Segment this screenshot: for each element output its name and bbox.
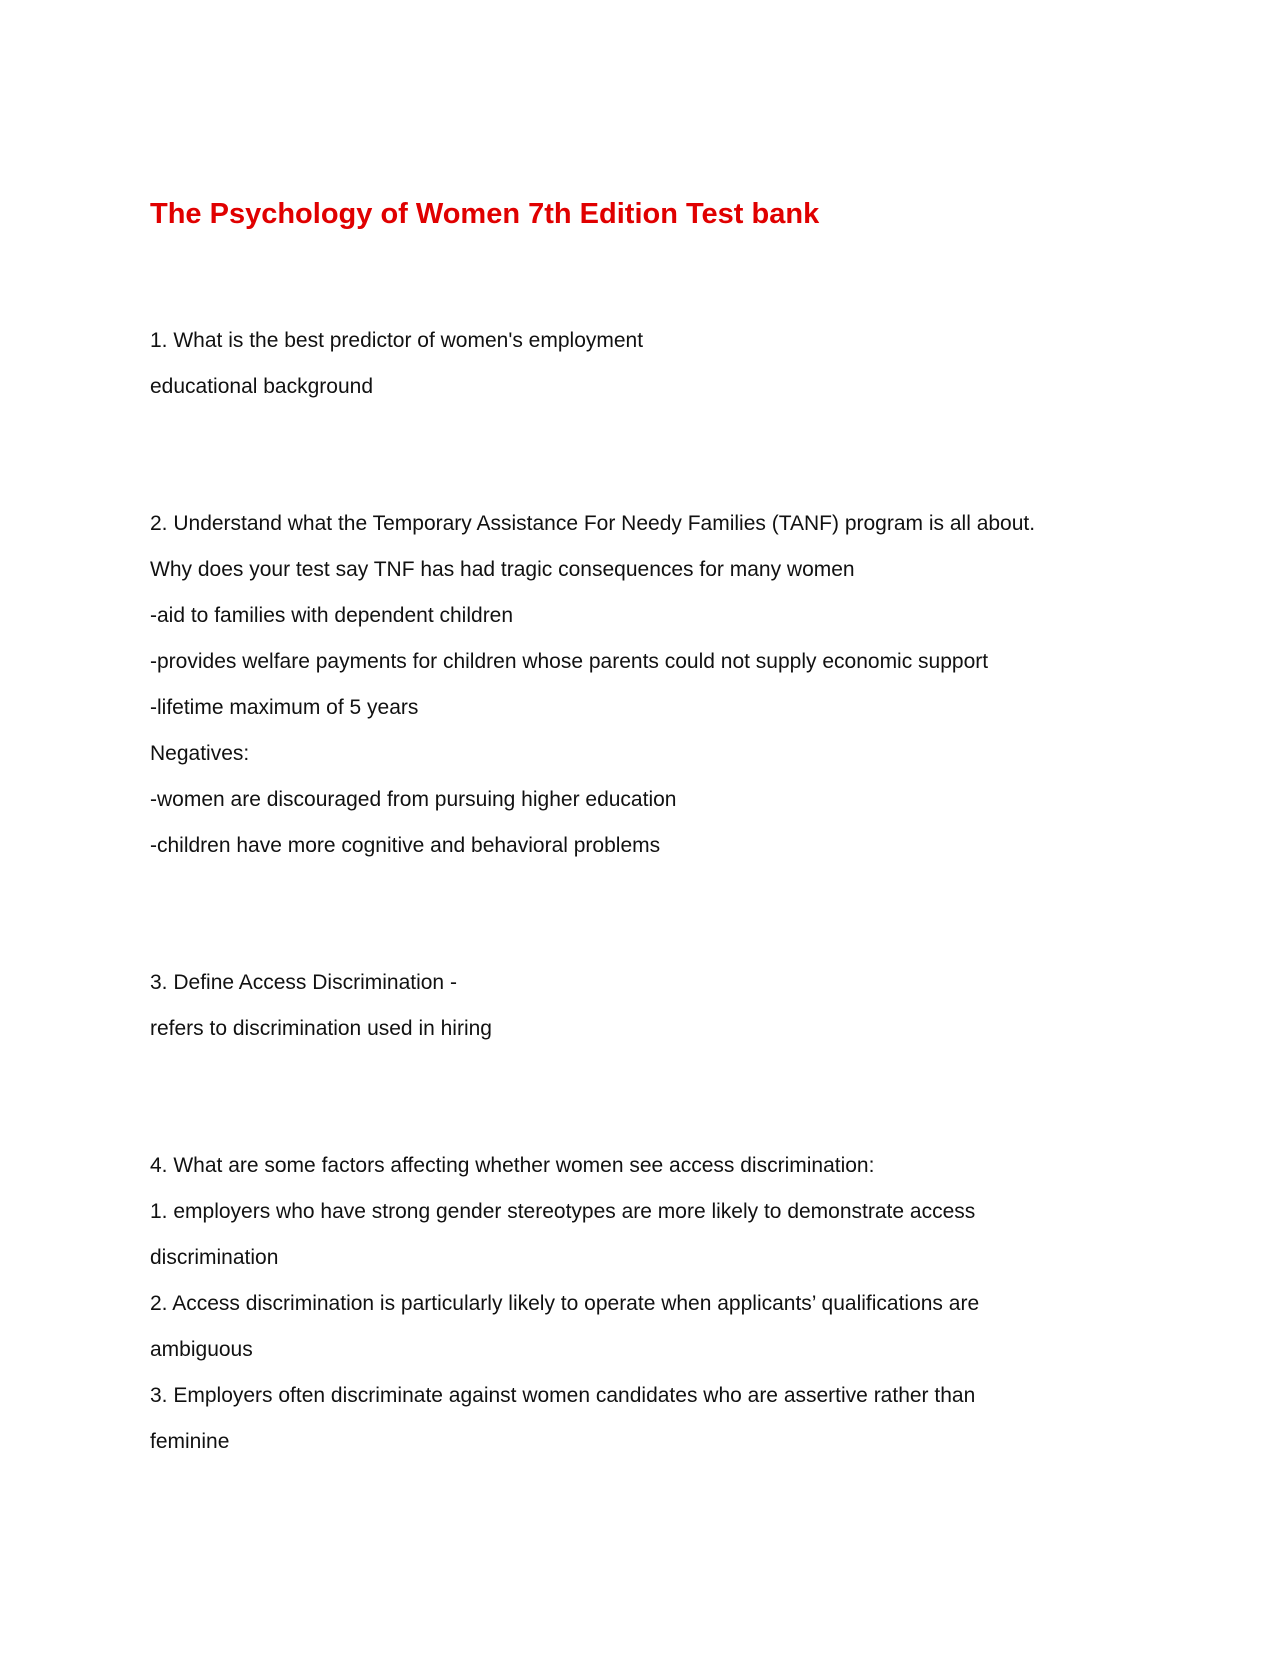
question-2-line: -lifetime maximum of 5 years [150, 696, 419, 719]
document-body [150, 318, 1150, 1465]
question-3-prompt: 3. Define Access Discrimination - [150, 971, 457, 994]
question-4-line: 3. Employers often discriminate against women candidates who are assertive rather than [150, 1384, 976, 1407]
question-1 [150, 318, 1150, 410]
question-2 [150, 501, 1150, 869]
question-4-line: 2. Access discrimination is particularly likely to operate when applicants’ qualifications are [150, 1292, 980, 1315]
question-2-line: -provides welfare payments for children whose parents could not supply economic support [150, 650, 989, 673]
question-2-line: -women are discouraged from pursuing higher education [150, 788, 677, 811]
question-4-line: discrimination [150, 1246, 279, 1269]
question-4-line: feminine [150, 1430, 230, 1453]
question-4-line: 1. employers who have strong gender stereotypes are more likely to demonstrate access [150, 1200, 976, 1223]
question-2-line: -aid to families with dependent children [150, 604, 514, 627]
question-2-line: Negatives: [150, 742, 250, 765]
question-4-line: ambiguous [150, 1338, 253, 1361]
question-3-answer: refers to discrimination used in hiring [150, 1017, 492, 1040]
question-3 [150, 960, 1150, 1052]
question-1-prompt: 1. What is the best predictor of women's employment [150, 329, 644, 352]
question-4-prompt: 4. What are some factors affecting whether women see access discrimination: [150, 1154, 875, 1177]
question-4 [150, 1143, 1150, 1465]
question-2-prompt: 2. Understand what the Temporary Assistance For Needy Families (TANF) program is all about. [150, 512, 1036, 535]
document-title: The Psychology of Women 7th Edition Test bank [150, 198, 820, 230]
question-2-line: Why does your test say TNF has had tragic consequences for many women [150, 558, 855, 581]
question-2-line: -children have more cognitive and behavioral problems [150, 834, 661, 857]
question-1-answer: educational background [150, 375, 374, 398]
